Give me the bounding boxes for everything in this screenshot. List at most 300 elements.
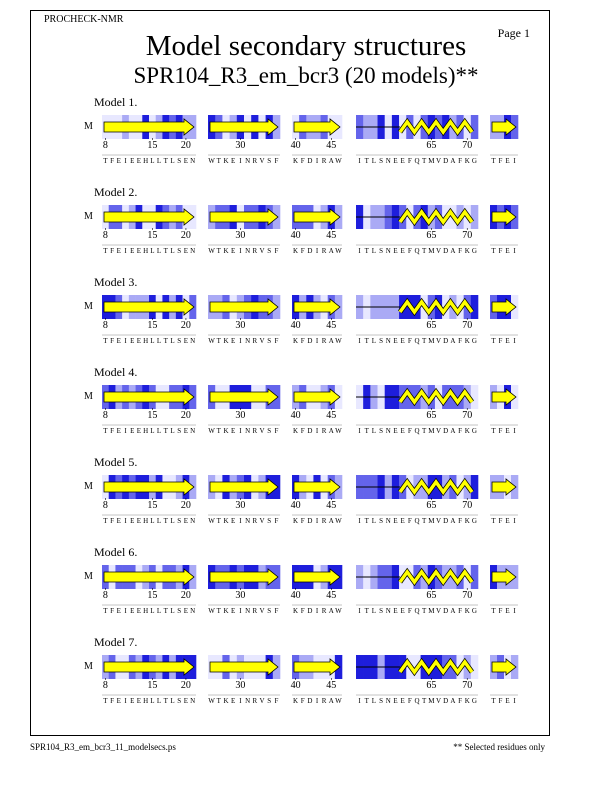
sequence-letter: T [422, 697, 427, 705]
sequence-letter: N [245, 607, 251, 615]
sequence-letter: T [491, 427, 496, 435]
sequence-letter: W [208, 337, 215, 345]
sequence-letter: F [110, 247, 115, 255]
sequence-letter: E [130, 247, 135, 255]
residue-tick-label: 30 [235, 230, 246, 241]
sequence-letter: I [239, 427, 242, 435]
sequence-letter: R [252, 697, 258, 705]
sequence-letter: S [177, 337, 182, 345]
sequence-letter: T [103, 517, 108, 525]
model-row-label: M [84, 481, 93, 492]
sequence-letter: N [190, 157, 196, 165]
sequence-letter: F [407, 697, 412, 705]
sequence-letter: W [208, 697, 215, 705]
residue-tick-label: 8 [102, 680, 108, 691]
sequence-letter: H [143, 157, 149, 165]
sequence-letter: I [513, 607, 516, 615]
sequence-letter: A [328, 337, 334, 345]
residue-tick-label: 15 [147, 500, 158, 511]
model-row-label: M [84, 391, 93, 402]
sequence-letter: T [364, 517, 369, 525]
sequence-letter: K [464, 157, 470, 165]
model-track [80, 545, 530, 635]
sequence-letter: I [124, 337, 127, 345]
sequence-letter: V [435, 697, 442, 705]
sequence-letter: N [245, 517, 251, 525]
sequence-letter: T [491, 157, 496, 165]
sequence-letter: F [300, 607, 305, 615]
sequence-letter: F [407, 517, 412, 525]
sequence-letter: F [300, 337, 305, 345]
sequence-letter: S [177, 607, 182, 615]
sequence-letter: K [223, 517, 229, 525]
sequence-letter: S [177, 697, 182, 705]
sequence-letter: T [163, 247, 168, 255]
sequence-letter: W [208, 157, 215, 165]
sequence-segment [490, 475, 518, 525]
sequence-letter: E [505, 607, 510, 615]
sequence-letter: I [239, 517, 242, 525]
sequence-letter: G [471, 157, 477, 165]
sequence-letter: E [136, 247, 142, 255]
sequence-letter: M [428, 157, 435, 165]
sequence-letter: L [150, 517, 155, 525]
sequence-letter: F [110, 607, 115, 615]
sequence-letter: S [267, 517, 272, 525]
sequence-letter: F [274, 157, 279, 165]
sequence-letter: E [505, 157, 510, 165]
sequence-letter: K [293, 427, 299, 435]
sequence-letter: I [513, 517, 516, 525]
sequence-letter: T [216, 337, 221, 345]
sequence-letter: I [358, 157, 361, 165]
sequence-letter: E [400, 337, 405, 345]
sequence-segment [490, 205, 518, 255]
sequence-segment [356, 295, 478, 345]
sequence-letter: F [407, 247, 412, 255]
sequence-letter: D [307, 697, 313, 705]
residue-tick-label: 40 [290, 590, 301, 601]
sequence-letter: F [498, 157, 503, 165]
sequence-letter: I [513, 337, 516, 345]
sequence-letter: M [428, 697, 435, 705]
sequence-letter: S [379, 607, 384, 615]
sequence-letter: E [393, 247, 398, 255]
model-track [80, 95, 530, 185]
model-track [80, 455, 530, 545]
sequence-letter: I [124, 697, 127, 705]
sequence-letter: F [498, 517, 503, 525]
sequence-letter: E [400, 517, 405, 525]
residue-tick-label: 65 [426, 500, 437, 511]
sequence-letter: T [103, 247, 108, 255]
sequence-letter: E [136, 607, 142, 615]
sequence-letter: N [190, 517, 196, 525]
sequence-letter: R [321, 247, 327, 255]
sequence-letter: F [274, 337, 279, 345]
sequence-letter: V [259, 607, 265, 615]
sequence-letter: I [239, 337, 242, 345]
sequence-letter: F [300, 247, 305, 255]
sequence-letter: N [385, 697, 391, 705]
residue-tick-label: 70 [462, 680, 473, 691]
sequence-letter: V [435, 607, 442, 615]
sequence-letter: F [458, 697, 463, 705]
sequence-letter: H [143, 337, 149, 345]
sequence-letter: D [307, 427, 313, 435]
sequence-letter: W [208, 427, 215, 435]
sequence-letter: I [239, 247, 242, 255]
sequence-letter: E [393, 427, 398, 435]
sequence-letter: F [458, 427, 463, 435]
sequence-letter: N [385, 157, 391, 165]
sequence-letter: T [103, 607, 108, 615]
sequence-letter: E [393, 607, 398, 615]
sequence-letter: G [471, 247, 477, 255]
sequence-segment [102, 655, 196, 705]
model-panel [80, 635, 530, 725]
sequence-letter: K [464, 517, 470, 525]
sequence-letter: I [513, 427, 516, 435]
sequence-letter: E [231, 697, 236, 705]
sequence-letter: F [458, 247, 463, 255]
residue-tick-label: 30 [235, 590, 246, 601]
sequence-letter: W [335, 247, 342, 255]
sequence-letter: L [170, 247, 175, 255]
residue-tick-label: 20 [180, 410, 191, 421]
sequence-letter: I [358, 517, 361, 525]
sequence-letter: T [216, 427, 221, 435]
residue-tick-label: 70 [462, 590, 473, 601]
sequence-letter: S [177, 427, 182, 435]
model-row-label: M [84, 301, 93, 312]
sequence-letter: V [259, 697, 265, 705]
sequence-letter: Q [414, 247, 420, 255]
sequence-letter: A [328, 697, 334, 705]
sequence-letter: V [435, 517, 442, 525]
sequence-letter: S [267, 427, 272, 435]
sequence-letter: Q [414, 607, 420, 615]
sequence-letter: L [371, 337, 377, 345]
sequence-letter: A [450, 517, 456, 525]
residue-tick-label: 8 [102, 500, 108, 511]
sequence-letter: F [458, 337, 463, 345]
sequence-segment [291, 295, 343, 345]
sequence-letter: T [491, 607, 496, 615]
sequence-letter: E [130, 337, 135, 345]
sequence-letter: F [274, 427, 279, 435]
residue-tick-label: 30 [235, 500, 246, 511]
sequence-letter: I [315, 247, 319, 255]
sequence-letter: L [156, 607, 162, 615]
residue-tick-label: 65 [426, 680, 437, 691]
sequence-letter: E [130, 427, 135, 435]
sequence-letter: V [259, 157, 265, 165]
sequence-letter: M [428, 607, 435, 615]
sequence-letter: I [358, 427, 361, 435]
sequence-letter: H [143, 517, 149, 525]
sequence-segment [490, 565, 518, 615]
sequence-letter: L [170, 697, 175, 705]
sequence-segment [208, 205, 280, 255]
sequence-letter: T [216, 157, 221, 165]
sequence-letter: W [208, 517, 215, 525]
sequence-segment [102, 205, 196, 255]
sequence-letter: T [163, 157, 168, 165]
sequence-letter: V [259, 517, 265, 525]
sequence-letter: I [124, 247, 127, 255]
sequence-letter: E [136, 517, 142, 525]
model-title: Model 6. [94, 545, 138, 559]
sequence-segment [102, 295, 196, 345]
residue-tick-label: 65 [426, 410, 437, 421]
sequence-letter: D [307, 607, 313, 615]
sequence-letter: R [252, 517, 258, 525]
sequence-letter: N [385, 247, 391, 255]
residue-tick-label: 40 [290, 140, 301, 151]
sequence-letter: I [315, 427, 319, 435]
sequence-letter: F [110, 697, 115, 705]
residue-tick-label: 20 [180, 230, 191, 241]
sequence-letter: W [335, 157, 342, 165]
sequence-letter: L [170, 337, 175, 345]
page-subtitle: SPR104_R3_em_bcr3 (20 models)** [133, 63, 479, 88]
sequence-letter: T [364, 157, 369, 165]
sequence-letter: D [443, 697, 449, 705]
model-title: Model 3. [94, 275, 138, 289]
residue-tick-label: 20 [180, 680, 191, 691]
sequence-letter: N [190, 247, 196, 255]
sequence-letter: E [400, 427, 405, 435]
program-name: PROCHECK-NMR [44, 14, 124, 25]
sequence-letter: T [163, 697, 168, 705]
sequence-letter: L [156, 247, 162, 255]
sequence-segment [208, 115, 280, 165]
sequence-letter: L [170, 517, 175, 525]
sequence-letter: R [321, 427, 327, 435]
sequence-letter: F [300, 427, 305, 435]
sequence-letter: E [183, 427, 189, 435]
residue-tick-label: 20 [180, 320, 191, 331]
sequence-segment [291, 115, 343, 165]
sequence-letter: E [505, 337, 510, 345]
sequence-letter: L [156, 427, 162, 435]
sequence-letter: L [170, 157, 175, 165]
sequence-letter: G [471, 427, 477, 435]
sequence-segment [490, 115, 518, 165]
sequence-letter: F [458, 157, 463, 165]
sequence-letter: F [498, 427, 503, 435]
sequence-letter: E [116, 157, 121, 165]
sequence-letter: D [443, 247, 449, 255]
residue-tick-label: 70 [462, 140, 473, 151]
sequence-letter: I [124, 427, 127, 435]
sequence-letter: Q [414, 517, 420, 525]
sequence-letter: L [156, 697, 162, 705]
model-panel [80, 95, 530, 185]
model-track [80, 365, 530, 455]
sequence-letter: T [491, 247, 496, 255]
sequence-letter: F [300, 157, 305, 165]
sequence-letter: F [300, 517, 305, 525]
residue-tick-label: 45 [326, 590, 337, 601]
sequence-letter: N [385, 607, 391, 615]
sequence-letter: R [252, 607, 258, 615]
sequence-segment [102, 565, 196, 615]
sequence-segment [356, 385, 478, 435]
sequence-letter: E [183, 157, 189, 165]
sequence-letter: M [428, 427, 435, 435]
sequence-letter: R [252, 247, 258, 255]
sequence-letter: W [208, 247, 215, 255]
sequence-letter: I [239, 157, 242, 165]
model-title: Model 4. [94, 365, 138, 379]
sequence-letter: F [498, 607, 503, 615]
sequence-letter: K [293, 247, 299, 255]
sequence-letter: E [116, 517, 121, 525]
sequence-segment [356, 115, 478, 165]
sequence-letter: M [428, 337, 435, 345]
sequence-letter: S [379, 337, 384, 345]
sequence-letter: V [259, 337, 265, 345]
sequence-letter: S [267, 157, 272, 165]
sequence-letter: F [274, 247, 279, 255]
sequence-letter: Q [414, 157, 420, 165]
sequence-segment [291, 565, 343, 615]
sequence-letter: T [103, 157, 108, 165]
residue-tick-label: 30 [235, 680, 246, 691]
sequence-letter: T [422, 337, 427, 345]
sequence-letter: E [130, 517, 135, 525]
sequence-letter: G [471, 337, 477, 345]
sequence-letter: I [124, 607, 127, 615]
sequence-letter: T [364, 607, 369, 615]
residue-tick-label: 8 [102, 410, 108, 421]
sequence-letter: T [422, 427, 427, 435]
sequence-letter: S [177, 517, 182, 525]
sequence-letter: A [450, 607, 456, 615]
sequence-segment [490, 655, 518, 705]
sequence-letter: L [371, 697, 377, 705]
sequence-letter: L [150, 157, 155, 165]
sequence-letter: T [422, 517, 427, 525]
sequence-letter: I [124, 517, 127, 525]
sequence-letter: N [385, 427, 391, 435]
sequence-letter: F [110, 157, 115, 165]
sequence-letter: R [321, 337, 327, 345]
model-row-label: M [84, 211, 93, 222]
sequence-letter: W [335, 337, 342, 345]
sequence-letter: K [223, 697, 229, 705]
sequence-letter: A [328, 517, 334, 525]
residue-tick-label: 45 [326, 320, 337, 331]
sequence-letter: R [252, 337, 258, 345]
sequence-letter: N [190, 337, 196, 345]
sequence-segment [102, 475, 196, 525]
sequence-letter: K [223, 247, 229, 255]
residue-tick-label: 70 [462, 410, 473, 421]
sequence-letter: V [259, 427, 265, 435]
residue-tick-label: 15 [147, 590, 158, 601]
sequence-letter: S [379, 697, 384, 705]
sequence-letter: D [307, 157, 313, 165]
sequence-letter: F [407, 337, 412, 345]
sequence-letter: I [358, 337, 361, 345]
sequence-letter: T [364, 247, 369, 255]
sequence-letter: T [422, 247, 427, 255]
sequence-letter: L [150, 337, 155, 345]
sequence-letter: R [321, 157, 327, 165]
sequence-letter: E [116, 337, 121, 345]
residue-tick-label: 40 [290, 500, 301, 511]
sequence-letter: T [216, 697, 221, 705]
sequence-letter: F [498, 337, 503, 345]
sequence-letter: Q [414, 697, 420, 705]
residue-tick-label: 15 [147, 140, 158, 151]
sequence-letter: V [435, 337, 442, 345]
sequence-letter: S [177, 247, 182, 255]
model-row-label: M [84, 661, 93, 672]
sequence-letter: E [231, 337, 236, 345]
sequence-letter: N [190, 607, 196, 615]
sequence-segment [208, 565, 280, 615]
sequence-letter: F [407, 607, 412, 615]
residue-tick-label: 20 [180, 590, 191, 601]
page-title: Model secondary structures [145, 30, 467, 62]
sequence-letter: D [307, 247, 313, 255]
sequence-letter: E [231, 517, 236, 525]
sequence-letter: K [223, 607, 229, 615]
residue-tick-label: 40 [290, 230, 301, 241]
sequence-letter: T [103, 697, 108, 705]
sequence-letter: I [358, 247, 361, 255]
sequence-letter: D [307, 337, 313, 345]
sequence-letter: L [150, 247, 155, 255]
sequence-letter: W [208, 607, 215, 615]
sequence-letter: T [216, 247, 221, 255]
page-number: Page 1 [497, 26, 530, 40]
sequence-letter: T [216, 607, 221, 615]
sequence-letter: E [130, 607, 135, 615]
sequence-letter: D [443, 607, 449, 615]
sequence-letter: L [371, 427, 377, 435]
sequence-letter: N [245, 697, 251, 705]
sequence-segment [102, 115, 196, 165]
sequence-letter: E [400, 697, 405, 705]
sequence-letter: S [177, 157, 182, 165]
residue-tick-label: 45 [326, 680, 337, 691]
sequence-letter: N [190, 697, 196, 705]
residue-tick-label: 8 [102, 230, 108, 241]
sequence-letter: E [136, 337, 142, 345]
sequence-letter: F [110, 337, 115, 345]
residue-shade-cell [471, 205, 478, 229]
sequence-letter: V [435, 157, 442, 165]
sequence-letter: W [335, 517, 342, 525]
sequence-letter: F [274, 607, 279, 615]
sequence-letter: K [293, 337, 299, 345]
sequence-letter: I [124, 157, 127, 165]
residue-tick-label: 45 [326, 410, 337, 421]
sequence-letter: F [458, 607, 463, 615]
sequence-letter: T [216, 517, 221, 525]
sequence-letter: L [371, 157, 377, 165]
sequence-letter: E [116, 607, 121, 615]
residue-tick-label: 70 [462, 320, 473, 331]
sequence-letter: F [110, 517, 115, 525]
sequence-letter: Q [414, 337, 420, 345]
sequence-letter: K [293, 517, 299, 525]
